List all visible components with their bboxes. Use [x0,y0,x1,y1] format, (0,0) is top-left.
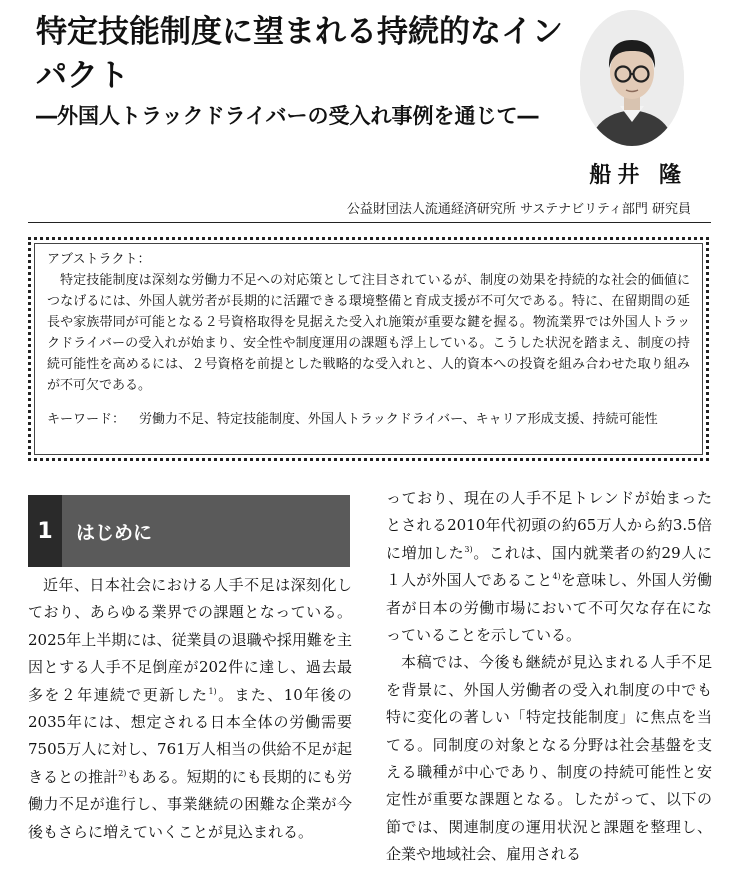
author-photo [580,10,684,146]
body-right-paragraph-1 [386,485,712,649]
section-heading [28,495,350,567]
body-left-paragraph [28,572,352,846]
abstract-body: 特定技能制度は深刻な労働力不足への対応策として注目されているが、制度の効果を持続的な社会的価値につなげるには、外国人就労者が長期的に活躍できる環境整備と育成支援が不可欠である。特に、在留期間の延長や家族帯同が可能となる２号資格取得を見据えた受入れ施策が重要な鍵を握る。物流業界では外国人トラックドライバーの受入れが始まり、安全性や制度運用の課題も浮上している。こうした状況を踏まえ、制度の持続可能性を高めるには、２号資格を前提とした戦略的な受入れと、人的資本への投資を組み合わせた取り組みが不可欠である。 [47,273,690,393]
body-text: 近年、日本社会における人手不足は深刻化しており、あらゆる業界での課題となっている。2025年上半期には、従業員の退職や採用難を主因とする人手不足倒産が202件に達し、過去最多を２年連続で更新した [28,576,352,704]
author-portrait-icon [580,10,684,146]
body-text: 。また、10年後の2035年には、想定される日本全体の労働需要7505万人に対し、761万人相当の供給不足が起きるとの推計 [28,685,352,786]
author-name: 船井 隆 [589,163,687,188]
body-text: 。これは、国内就業者の約29人に１人が外国人であること [386,543,712,590]
section-number: 1 [28,495,62,567]
keywords-label: キーワード： [47,412,126,427]
body-right-paragraph-2: 本稿では、今後も継続が見込まれる人手不足を背景に、外国人労働者の受入れ制度の中でも特に変化の著しい「特定技能制度」に焦点を当てる。同制度の対象となる分野は社会基盤を支える職種が中心であり、制度の持続可能性と安定性が重要な課題となる。したがって、以下の節では、関連制度の運用状況と課題を整理し、企業や地域社会、雇用される [386,653,712,864]
abstract-label: アブストラクト： [47,252,151,267]
keywords-row [47,410,690,430]
body-right-column [386,485,712,869]
header-divider [28,222,711,223]
section-title: はじめに [76,521,153,544]
body-text: を意味し、外国人労働者が日本の労働市場において不可欠な存在になっていることを示している。 [386,571,712,645]
body-text: っており、現在の人手不足トレンドが始まったとされる2010年代初頭の約65万人から約3.5倍に増加した [386,489,712,562]
abstract-box [28,237,709,461]
footnote-ref: 1) [208,686,217,696]
article-title: 特定技能制度に望まれる持続的なインパクト [36,14,563,94]
body-text: もある。短期的にも長期的にも労働力不足が進行し、事業継続の困難な企業が今後もさらに増えていくことが見込まれる。 [28,767,352,841]
keywords-list: 労働力不足、特定技能制度、外国人トラックドライバー、キャリア形成支援、持続可能性 [139,412,658,427]
footnote-ref: 3) [464,544,473,554]
footnote-ref: 4) [552,572,561,582]
author-affiliation: 公益財団法人流通経済研究所 サステナビリティ部門 研究員 [346,202,691,217]
footnote-ref: 2) [118,768,127,778]
article-subtitle: ―外国人トラックドライバーの受入れ事例を通じて― [36,104,539,128]
